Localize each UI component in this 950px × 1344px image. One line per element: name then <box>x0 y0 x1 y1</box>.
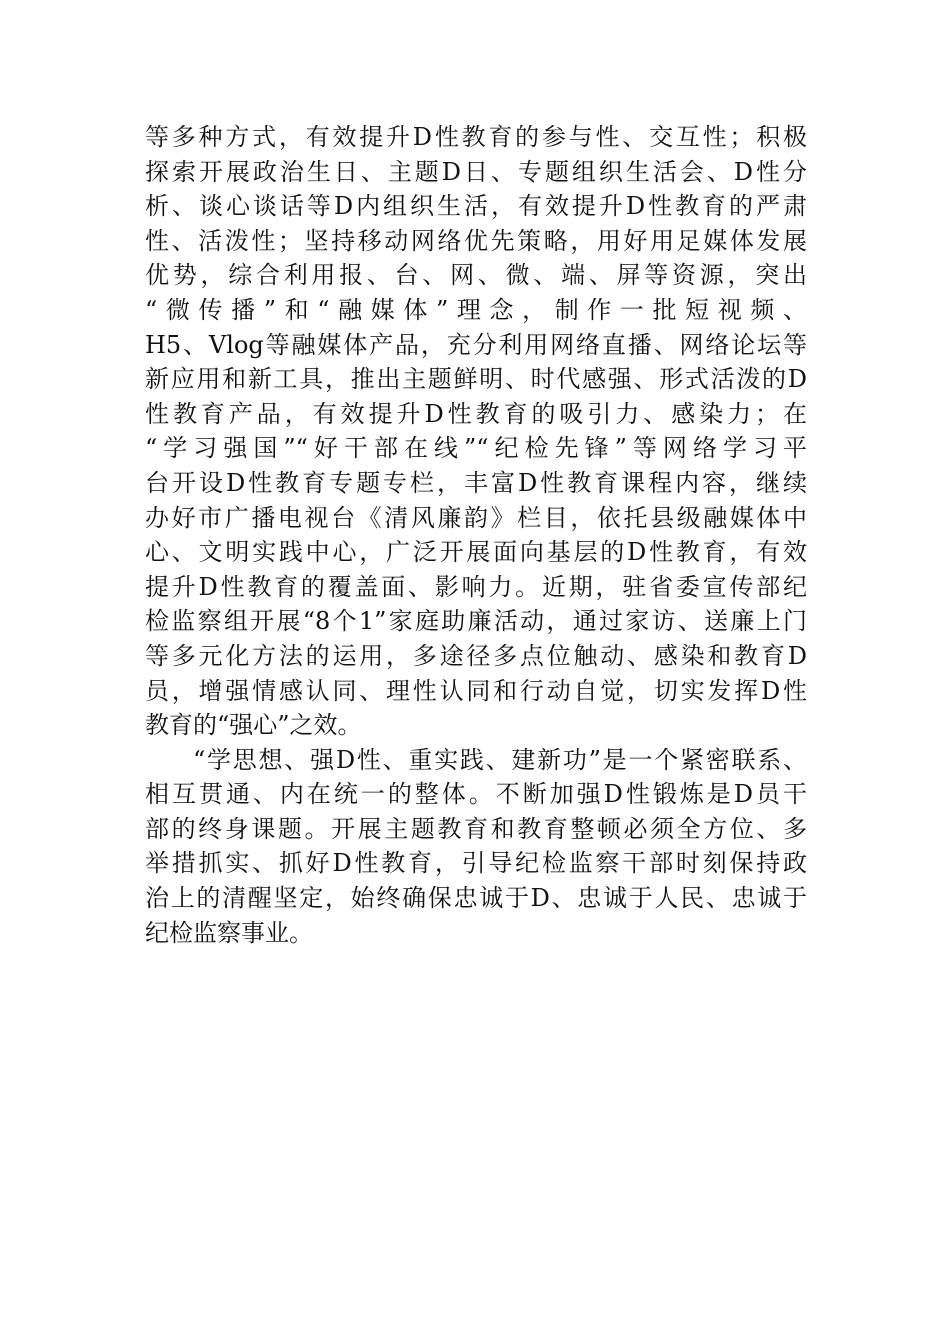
text-line: 等多元化方法的运用，多途径多点位触动、感染和教育D <box>145 641 807 670</box>
text-line: 提升D性教育的覆盖面、影响力。近期，驻省委宣传部纪 <box>145 572 807 601</box>
text-line: 性教育产品，有效提升D性教育的吸引力、感染力；在 <box>145 399 807 428</box>
text-line: “学思想、强D性、重实践、建新功”是一个紧密联系、 <box>193 745 807 774</box>
text-line: 检监察组开展“8个1”家庭助廉活动，通过家访、送廉上门 <box>145 607 807 636</box>
paragraph-2 <box>145 743 807 951</box>
text-line: 心、文明实践中心，广泛开展面向基层的D性教育，有效 <box>145 538 807 567</box>
text-line: 治上的清醒坚定，始终确保忠诚于D、忠诚于人民、忠诚于 <box>145 884 807 913</box>
paragraph-1 <box>145 120 807 743</box>
text-line: 教育的“强心”之效。 <box>145 711 362 740</box>
text-line: 相互贯通、内在统一的整体。不断加强D性锻炼是D员干 <box>145 780 807 809</box>
text-line: 举措抓实、抓好D性教育，引导纪检监察干部时刻保持政 <box>145 849 807 878</box>
text-line: 纪检监察事业。 <box>145 918 313 947</box>
text-line: 员，增强情感认同、理性认同和行动自觉，切实发挥D性 <box>145 676 807 705</box>
text-line: “学习强国”“好干部在线”“纪检先锋”等网络学习平 <box>145 434 807 463</box>
text-line: H5、Vlog等融媒体产品，充分利用网络直播、网络论坛等 <box>145 330 807 359</box>
text-line: 等多种方式，有效提升D性教育的参与性、交互性；积极 <box>145 123 807 151</box>
text-line: 办好市广播电视台《清风廉韵》栏目，依托县级融媒体中 <box>145 503 807 532</box>
text-line: 性、活泼性；坚持移动网络优先策略，用好用足媒体发展 <box>145 226 807 255</box>
text-line: 部的终身课题。开展主题教育和教育整顿必须全方位、多 <box>145 814 807 843</box>
body-text <box>145 120 807 950</box>
text-line: 新应用和新工具，推出主题鲜明、时代感强、形式活泼的D <box>145 365 807 394</box>
text-line: “微传播”和“融媒体”理念，制作一批短视频、 <box>145 295 807 324</box>
text-line: 析、谈心谈话等D内组织生活，有效提升D性教育的严肃 <box>145 192 807 221</box>
text-line: 优势，综合利用报、台、网、微、端、屏等资源，突出 <box>145 261 807 290</box>
text-line: 探索开展政治生日、主题D日、专题组织生活会、D性分 <box>145 157 807 186</box>
text-line: 台开设D性教育专题专栏，丰富D性教育课程内容，继续 <box>145 468 807 497</box>
